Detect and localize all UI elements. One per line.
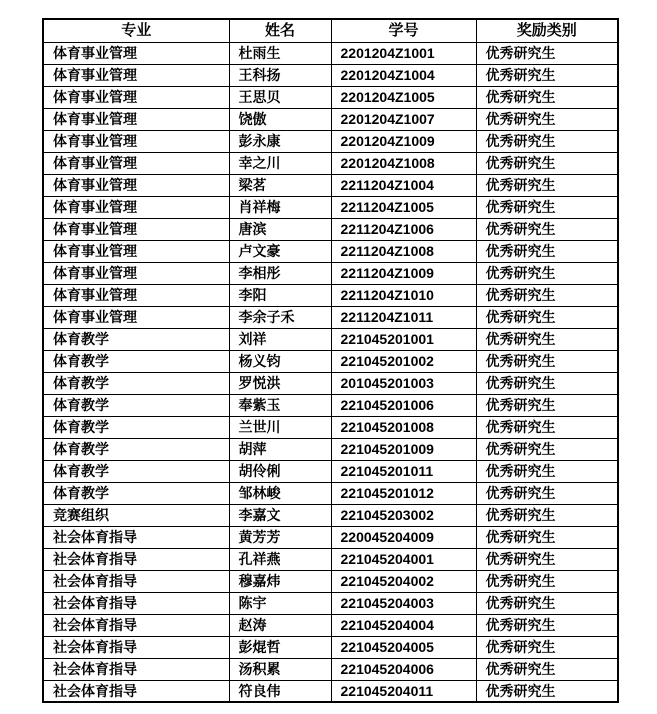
student-id-cell: 2201204Z1007 bbox=[331, 108, 476, 130]
major-cell: 体育事业管理 bbox=[43, 306, 229, 328]
major-cell: 体育事业管理 bbox=[43, 174, 229, 196]
table-row bbox=[43, 438, 618, 460]
award-type-cell: 优秀研究生 bbox=[476, 438, 618, 460]
table-row bbox=[43, 64, 618, 86]
major-cell: 体育教学 bbox=[43, 460, 229, 482]
student-id-cell: 2211204Z1008 bbox=[331, 240, 476, 262]
student-id-cell: 221045201012 bbox=[331, 482, 476, 504]
table-row bbox=[43, 526, 618, 548]
student-id-cell: 2211204Z1004 bbox=[331, 174, 476, 196]
student-id-cell: 221045201006 bbox=[331, 394, 476, 416]
major-cell: 体育教学 bbox=[43, 416, 229, 438]
award-type-cell: 优秀研究生 bbox=[476, 548, 618, 570]
table-row bbox=[43, 658, 618, 680]
award-type-cell: 优秀研究生 bbox=[476, 460, 618, 482]
header-award-type: 奖励类别 bbox=[476, 19, 618, 42]
header-name: 姓名 bbox=[229, 19, 331, 42]
table-row bbox=[43, 482, 618, 504]
name-cell: 汤积累 bbox=[229, 658, 331, 680]
major-cell: 体育事业管理 bbox=[43, 196, 229, 218]
name-cell: 陈宇 bbox=[229, 592, 331, 614]
table-row bbox=[43, 240, 618, 262]
student-id-cell: 221045201008 bbox=[331, 416, 476, 438]
major-cell: 体育事业管理 bbox=[43, 152, 229, 174]
major-cell: 社会体育指导 bbox=[43, 526, 229, 548]
major-cell: 社会体育指导 bbox=[43, 614, 229, 636]
major-cell: 体育事业管理 bbox=[43, 130, 229, 152]
student-id-cell: 221045201001 bbox=[331, 328, 476, 350]
name-cell: 赵涛 bbox=[229, 614, 331, 636]
name-cell: 罗悦洪 bbox=[229, 372, 331, 394]
header-student-id: 学号 bbox=[331, 19, 476, 42]
award-type-cell: 优秀研究生 bbox=[476, 416, 618, 438]
table-row bbox=[43, 416, 618, 438]
award-type-cell: 优秀研究生 bbox=[476, 636, 618, 658]
student-id-cell: 221045204004 bbox=[331, 614, 476, 636]
table-row bbox=[43, 394, 618, 416]
name-cell: 彭焜哲 bbox=[229, 636, 331, 658]
name-cell: 孔祥燕 bbox=[229, 548, 331, 570]
award-type-cell: 优秀研究生 bbox=[476, 262, 618, 284]
name-cell: 黄芳芳 bbox=[229, 526, 331, 548]
major-cell: 社会体育指导 bbox=[43, 680, 229, 702]
student-id-cell: 221045201011 bbox=[331, 460, 476, 482]
major-cell: 体育事业管理 bbox=[43, 262, 229, 284]
student-id-cell: 221045204003 bbox=[331, 592, 476, 614]
name-cell: 兰世川 bbox=[229, 416, 331, 438]
major-cell: 社会体育指导 bbox=[43, 636, 229, 658]
name-cell: 李相彤 bbox=[229, 262, 331, 284]
major-cell: 体育事业管理 bbox=[43, 240, 229, 262]
table-row bbox=[43, 548, 618, 570]
table-row bbox=[43, 152, 618, 174]
major-cell: 社会体育指导 bbox=[43, 658, 229, 680]
award-roster-table bbox=[42, 18, 619, 703]
name-cell: 胡萍 bbox=[229, 438, 331, 460]
award-type-cell: 优秀研究生 bbox=[476, 42, 618, 64]
award-type-cell: 优秀研究生 bbox=[476, 64, 618, 86]
table-row bbox=[43, 570, 618, 592]
award-type-cell: 优秀研究生 bbox=[476, 130, 618, 152]
header-row bbox=[43, 19, 618, 42]
student-id-cell: 2201204Z1009 bbox=[331, 130, 476, 152]
award-type-cell: 优秀研究生 bbox=[476, 680, 618, 702]
name-cell: 杨义钧 bbox=[229, 350, 331, 372]
award-type-cell: 优秀研究生 bbox=[476, 394, 618, 416]
student-id-cell: 2201204Z1001 bbox=[331, 42, 476, 64]
name-cell: 刘祥 bbox=[229, 328, 331, 350]
award-type-cell: 优秀研究生 bbox=[476, 614, 618, 636]
major-cell: 社会体育指导 bbox=[43, 592, 229, 614]
award-type-cell: 优秀研究生 bbox=[476, 570, 618, 592]
award-type-cell: 优秀研究生 bbox=[476, 526, 618, 548]
table-row bbox=[43, 196, 618, 218]
student-id-cell: 2201204Z1008 bbox=[331, 152, 476, 174]
major-cell: 体育事业管理 bbox=[43, 284, 229, 306]
name-cell: 唐滨 bbox=[229, 218, 331, 240]
award-type-cell: 优秀研究生 bbox=[476, 240, 618, 262]
name-cell: 符良伟 bbox=[229, 680, 331, 702]
major-cell: 社会体育指导 bbox=[43, 570, 229, 592]
table-row bbox=[43, 174, 618, 196]
table-row bbox=[43, 328, 618, 350]
student-id-cell: 221045204001 bbox=[331, 548, 476, 570]
name-cell: 李阳 bbox=[229, 284, 331, 306]
table-row bbox=[43, 460, 618, 482]
name-cell: 奉紫玉 bbox=[229, 394, 331, 416]
award-type-cell: 优秀研究生 bbox=[476, 350, 618, 372]
student-id-cell: 221045201009 bbox=[331, 438, 476, 460]
student-id-cell: 221045204006 bbox=[331, 658, 476, 680]
major-cell: 体育教学 bbox=[43, 372, 229, 394]
major-cell: 体育教学 bbox=[43, 482, 229, 504]
student-id-cell: 201045201003 bbox=[331, 372, 476, 394]
major-cell: 竞赛组织 bbox=[43, 504, 229, 526]
student-id-cell: 2211204Z1005 bbox=[331, 196, 476, 218]
award-type-cell: 优秀研究生 bbox=[476, 306, 618, 328]
major-cell: 体育教学 bbox=[43, 350, 229, 372]
name-cell: 胡伶俐 bbox=[229, 460, 331, 482]
major-cell: 体育教学 bbox=[43, 438, 229, 460]
major-cell: 体育事业管理 bbox=[43, 42, 229, 64]
major-cell: 体育事业管理 bbox=[43, 108, 229, 130]
name-cell: 彭永康 bbox=[229, 130, 331, 152]
table-row bbox=[43, 592, 618, 614]
name-cell: 杜雨生 bbox=[229, 42, 331, 64]
award-type-cell: 优秀研究生 bbox=[476, 372, 618, 394]
table-row bbox=[43, 372, 618, 394]
major-cell: 体育事业管理 bbox=[43, 218, 229, 240]
name-cell: 梁茗 bbox=[229, 174, 331, 196]
student-id-cell: 220045204009 bbox=[331, 526, 476, 548]
student-id-cell: 2211204Z1011 bbox=[331, 306, 476, 328]
table-row bbox=[43, 680, 618, 702]
student-id-cell: 2211204Z1010 bbox=[331, 284, 476, 306]
name-cell: 卢文豪 bbox=[229, 240, 331, 262]
award-type-cell: 优秀研究生 bbox=[476, 504, 618, 526]
name-cell: 穆嘉炜 bbox=[229, 570, 331, 592]
award-type-cell: 优秀研究生 bbox=[476, 174, 618, 196]
major-cell: 体育教学 bbox=[43, 394, 229, 416]
student-id-cell: 221045204002 bbox=[331, 570, 476, 592]
student-id-cell: 2211204Z1009 bbox=[331, 262, 476, 284]
table-row bbox=[43, 504, 618, 526]
award-type-cell: 优秀研究生 bbox=[476, 86, 618, 108]
name-cell: 王科扬 bbox=[229, 64, 331, 86]
header-major: 专业 bbox=[43, 19, 229, 42]
name-cell: 李余子禾 bbox=[229, 306, 331, 328]
table-row bbox=[43, 42, 618, 64]
table-row bbox=[43, 130, 618, 152]
award-type-cell: 优秀研究生 bbox=[476, 284, 618, 306]
name-cell: 王思贝 bbox=[229, 86, 331, 108]
award-type-cell: 优秀研究生 bbox=[476, 482, 618, 504]
table-row bbox=[43, 614, 618, 636]
name-cell: 李嘉文 bbox=[229, 504, 331, 526]
name-cell: 饶傲 bbox=[229, 108, 331, 130]
award-type-cell: 优秀研究生 bbox=[476, 152, 618, 174]
name-cell: 邹林峻 bbox=[229, 482, 331, 504]
student-id-cell: 2211204Z1006 bbox=[331, 218, 476, 240]
table-row bbox=[43, 306, 618, 328]
major-cell: 体育教学 bbox=[43, 328, 229, 350]
award-type-cell: 优秀研究生 bbox=[476, 218, 618, 240]
major-cell: 体育事业管理 bbox=[43, 64, 229, 86]
award-type-cell: 优秀研究生 bbox=[476, 108, 618, 130]
student-id-cell: 221045201002 bbox=[331, 350, 476, 372]
table-row bbox=[43, 218, 618, 240]
award-type-cell: 优秀研究生 bbox=[476, 328, 618, 350]
award-type-cell: 优秀研究生 bbox=[476, 196, 618, 218]
major-cell: 体育事业管理 bbox=[43, 86, 229, 108]
table-row bbox=[43, 350, 618, 372]
table-row bbox=[43, 284, 618, 306]
table-row bbox=[43, 86, 618, 108]
award-type-cell: 优秀研究生 bbox=[476, 658, 618, 680]
student-id-cell: 221045203002 bbox=[331, 504, 476, 526]
major-cell: 社会体育指导 bbox=[43, 548, 229, 570]
table-row bbox=[43, 262, 618, 284]
table-row bbox=[43, 636, 618, 658]
student-id-cell: 2201204Z1004 bbox=[331, 64, 476, 86]
award-type-cell: 优秀研究生 bbox=[476, 592, 618, 614]
student-id-cell: 2201204Z1005 bbox=[331, 86, 476, 108]
student-id-cell: 221045204011 bbox=[331, 680, 476, 702]
table-row bbox=[43, 108, 618, 130]
name-cell: 幸之川 bbox=[229, 152, 331, 174]
student-id-cell: 221045204005 bbox=[331, 636, 476, 658]
name-cell: 肖祥梅 bbox=[229, 196, 331, 218]
